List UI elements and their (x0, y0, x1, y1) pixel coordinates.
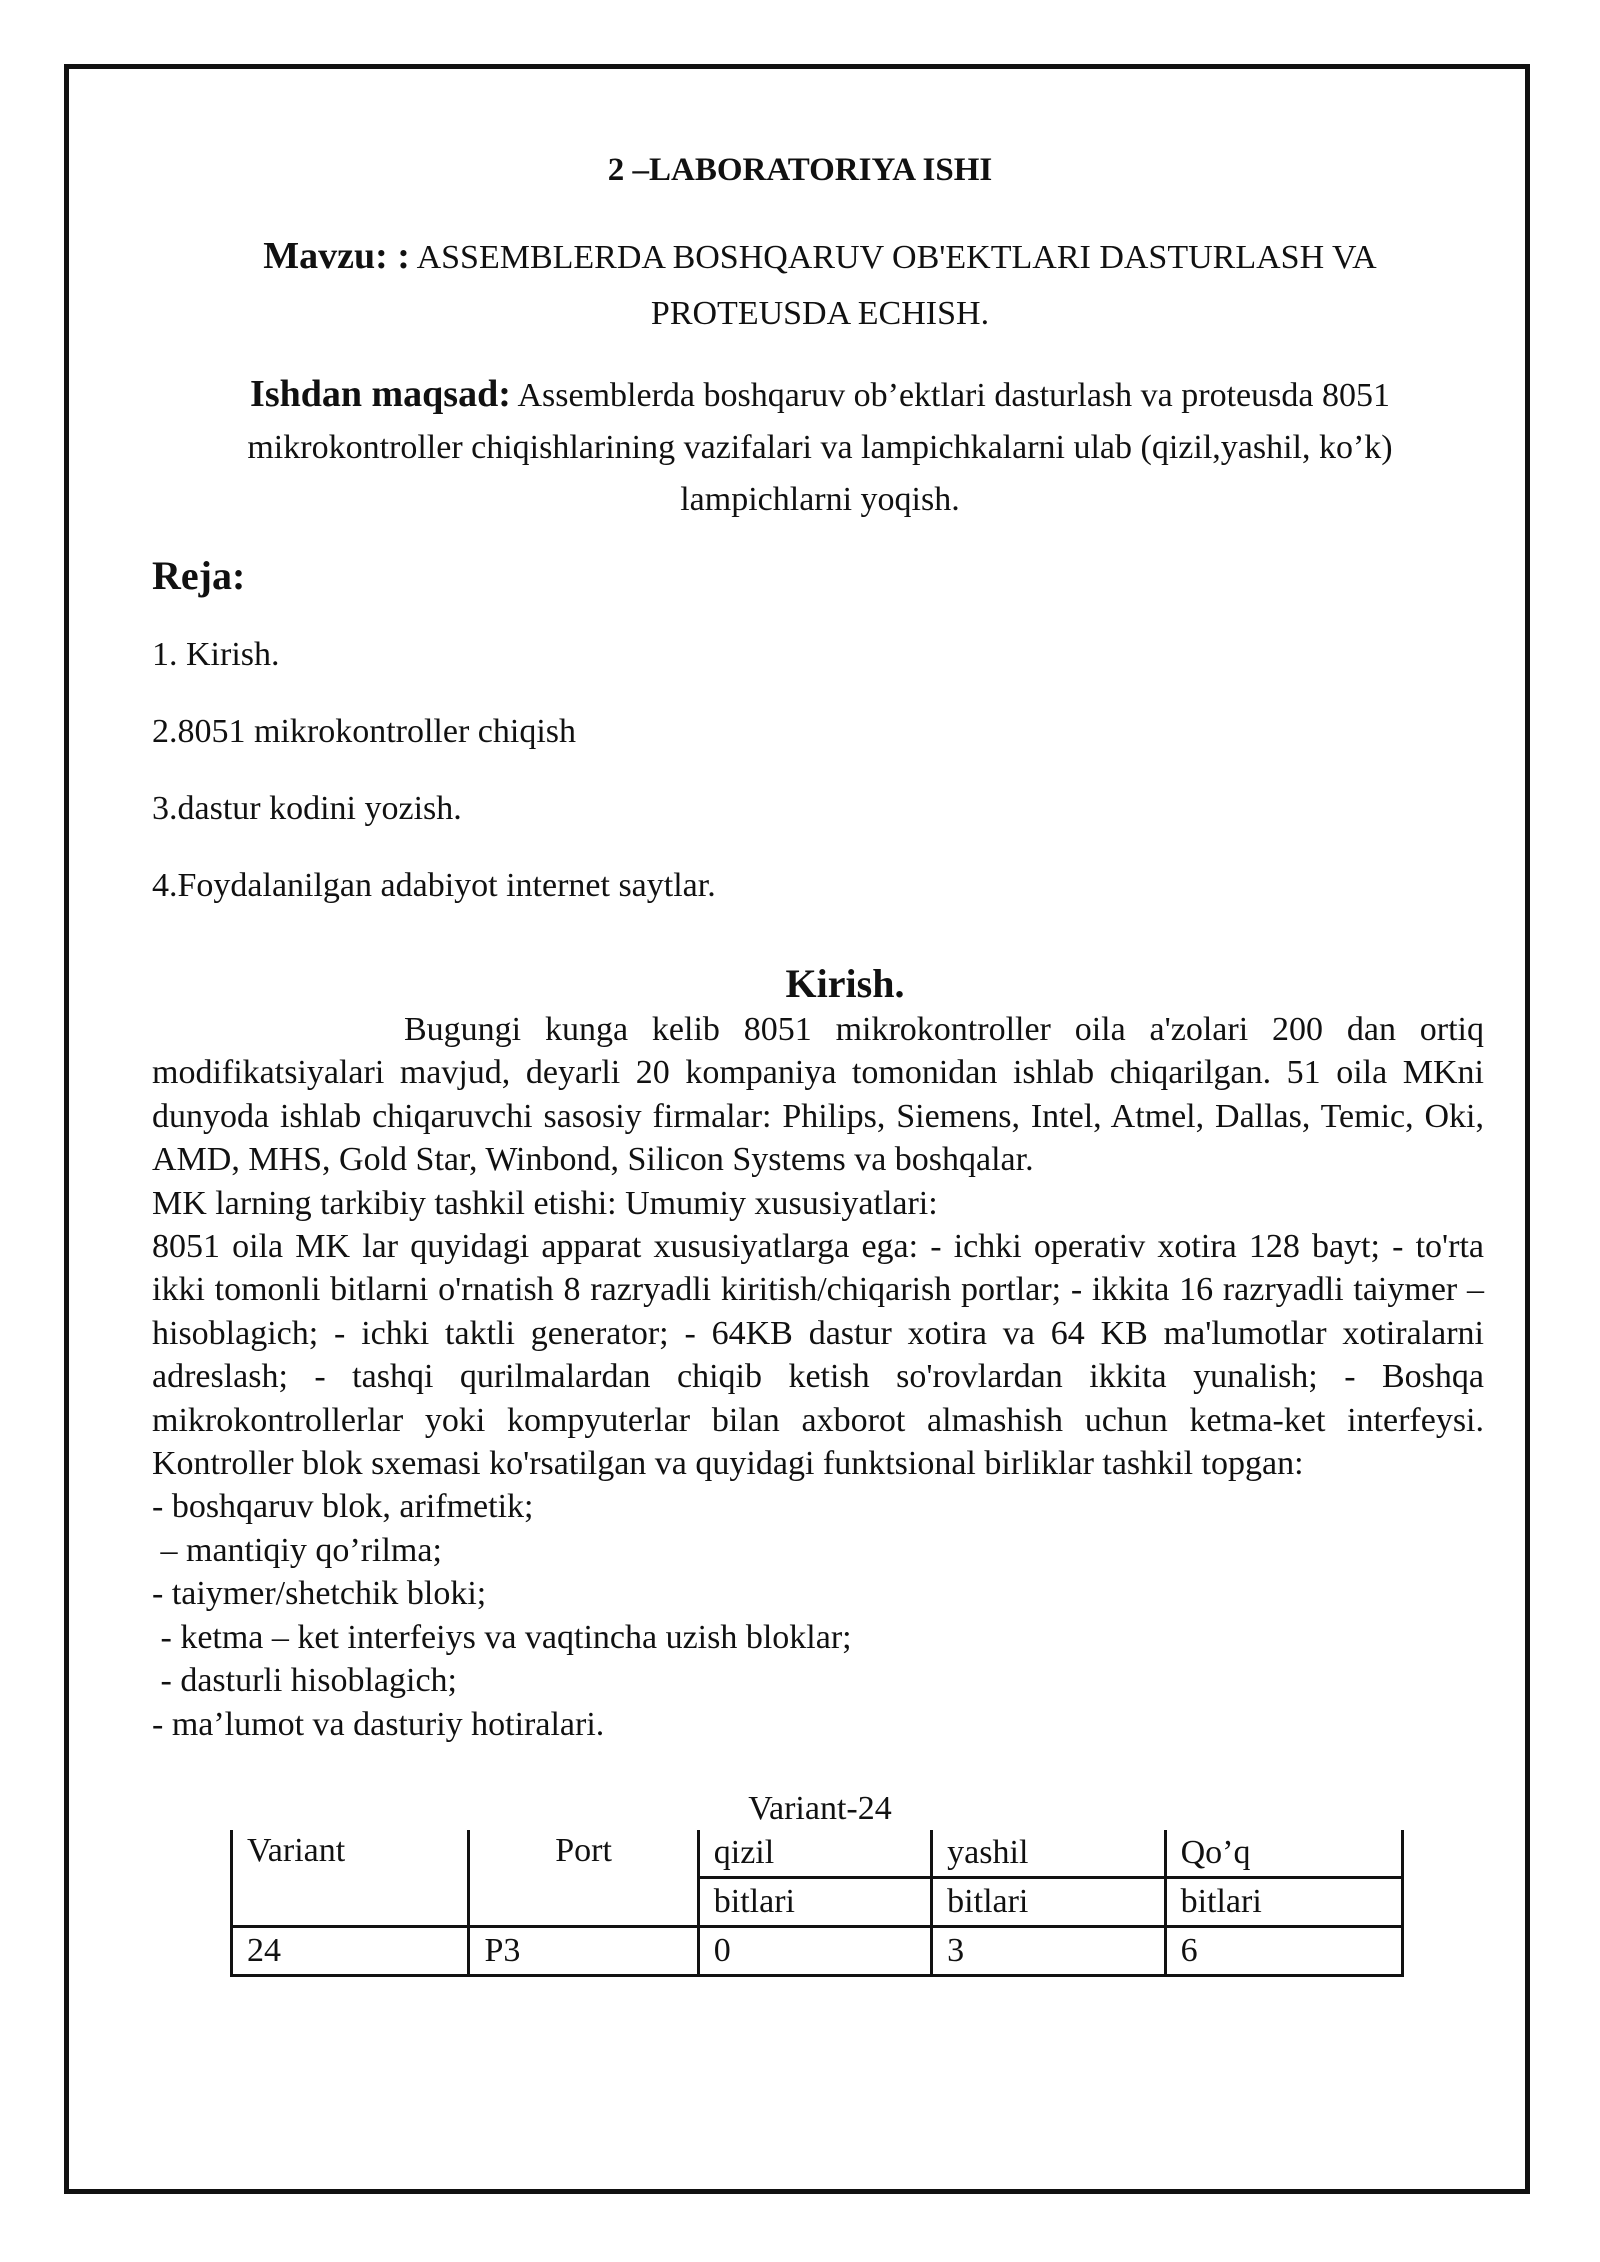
table-subheader-cell: bitlari (932, 1878, 1165, 1927)
plan-item: 2.8051 mikrokontroller chiqish (152, 713, 577, 750)
topic-block (170, 228, 1470, 342)
goal-label: Ishdan maqsad: (250, 373, 511, 415)
variant-caption: Variant-24 (748, 1790, 892, 1827)
table-subheader-cell: bitlari (698, 1878, 931, 1927)
topic-line1: ASSEMBLERDA BOSHQARUV OB'EKTLARI DASTURLASH VA (416, 239, 1377, 276)
topic-label: Mavzu: : (263, 235, 410, 277)
intro-paragraph-3: 8051 oila MK lar quyidagi apparat xususiyatlarga ega: - ichki operativ xotira 128 bayt; - to'rta ikki tomonli bitlarni o'rnatish 8 razryadli kiritish/chiqarish portlar; - ikkita 16 razryadli taiymer – hisoblagich; - ichki taktli generator; - 64KB dastur xotira va 64 KB ma'lumotlar xotiralarni adreslash; - tashqi qurilmalardan chiqib ketish so'rovlardan ikkita yunalish; - Boshqa mikrokontrollerlar yoki kompyuterlar bilan axborot almashish uchun ketma-ket interfeysi. Kontroller blok sxemasi ko'rsatilgan va quyidagi funktsional birliklar tashkil topgan: (152, 1228, 1484, 1483)
goal-block (170, 368, 1470, 526)
intro-list-item: - taiymer/shetchik bloki; (152, 1575, 487, 1613)
table-header-cell: qizil (698, 1830, 931, 1878)
plan-heading: Reja: (152, 553, 246, 598)
intro-list-item: - ma’lumot va dasturiy hotiralari. (152, 1705, 605, 1743)
intro-heading: Kirish. (785, 961, 905, 1006)
intro-list-item: - dasturli hisoblagich; (152, 1662, 458, 1700)
table-cell: 0 (698, 1927, 931, 1976)
plan-item: 1. Kirish. (152, 636, 280, 673)
table-row (232, 1927, 1403, 1976)
table-cell: P3 (469, 1927, 698, 1976)
variant-table (230, 1830, 1404, 1977)
table-subheader-cell: bitlari (1165, 1878, 1402, 1927)
intro-paragraph-1: Bugungi kunga kelib 8051 mikrokontroller oila a'zolari 200 dan ortiq modifikatsiyalari mavjud, deyarli 20 kompaniya tomonidan ishlab chiqarilgan. 51 oila MKni dunyoda ishlab chiqaruvchi sasosiy firmalar: Philips, Siemens, Intel, Atmel, Dallas, Temic, Oki, AMD, MHS, Gold Star, Winbond, Silicon Systems va boshqalar. (152, 1011, 1484, 1179)
table-header-cell: Variant (232, 1830, 469, 1927)
table-cell: 6 (1165, 1927, 1402, 1976)
topic-line2: PROTEUSDA ECHISH. (650, 295, 990, 332)
table-header-cell: Port (469, 1830, 698, 1927)
table-header-cell: yashil (932, 1830, 1165, 1878)
intro-list-item: - ketma – ket interfeiys va vaqtincha uzish bloklar; (152, 1618, 852, 1656)
intro-list-item: – mantiqiy qo’rilma; (152, 1531, 442, 1569)
lab-title: 2 –LABORATORIYA ISHI (607, 152, 993, 188)
plan-item: 3.dastur kodini yozish. (152, 790, 462, 827)
table-cell: 24 (232, 1927, 469, 1976)
goal-text: Assemblerda boshqaruv ob’ektlari dasturlash va proteusda 8051 mikrokontroller chiqishlarining vazifalari va lampichkalarni ulab (qizil,yashil, ko’k) lampichlarni yoqish. (247, 377, 1393, 518)
intro-list-item: - boshqaruv blok, arifmetik; (152, 1488, 534, 1526)
table-header-row (232, 1830, 1403, 1878)
table-cell: 3 (932, 1927, 1165, 1976)
intro-paragraph-2: MK larning tarkibiy tashkil etishi: Umumiy xususiyatlari: (152, 1184, 938, 1222)
intro-body (152, 1008, 1484, 1746)
plan-item: 4.Foydalanilgan adabiyot internet saytlar. (152, 867, 716, 904)
table-header-cell: Qo’q (1165, 1830, 1402, 1878)
